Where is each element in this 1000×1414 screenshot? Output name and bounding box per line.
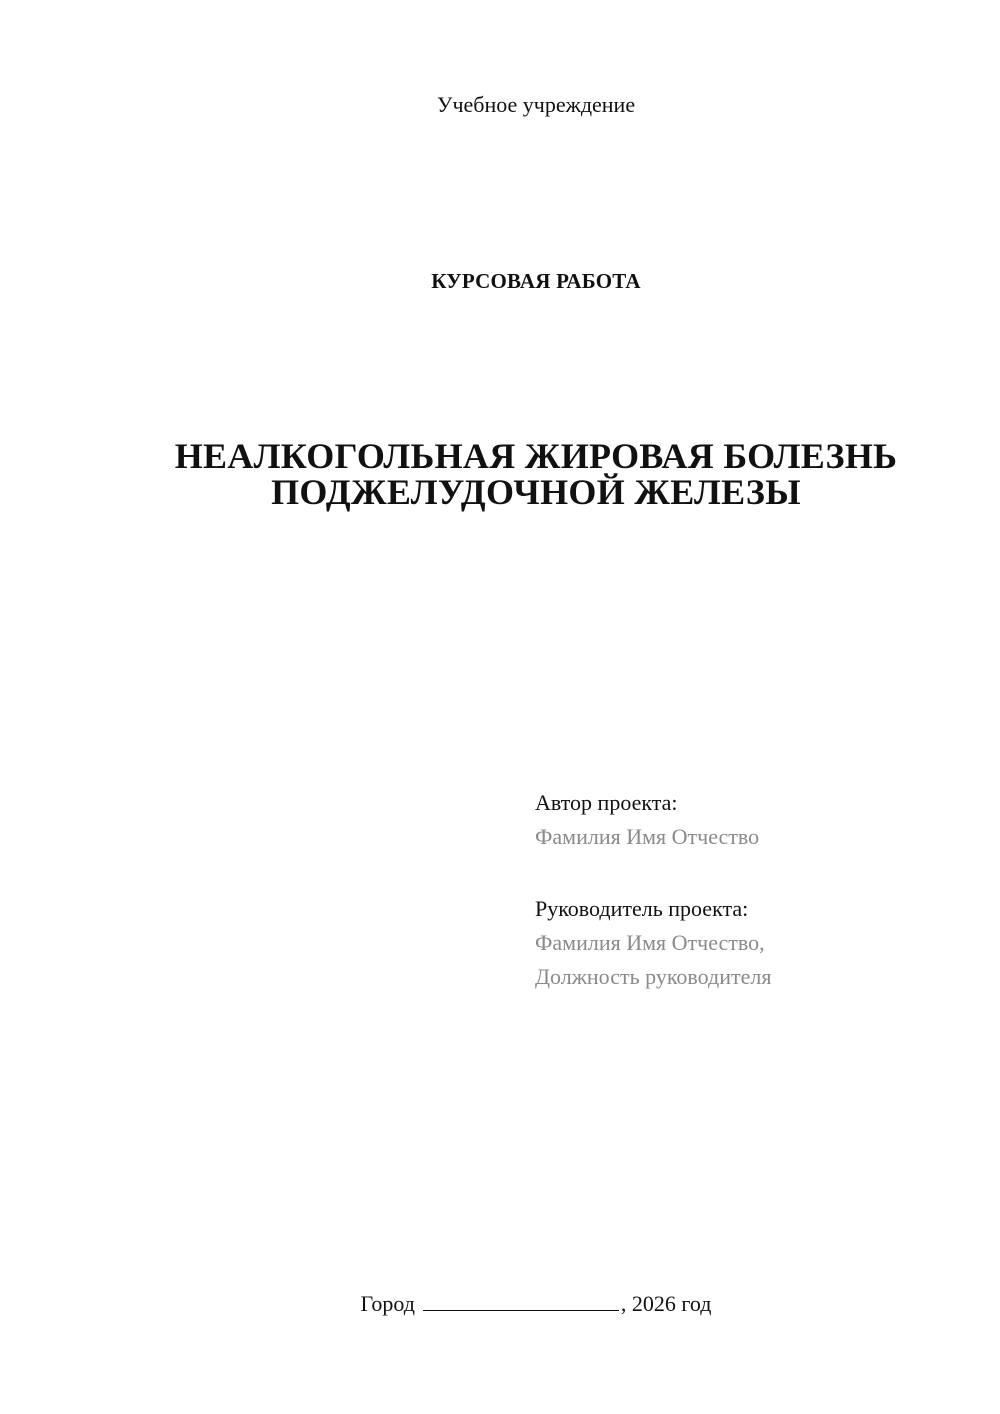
author-label: Автор проекта:	[535, 790, 678, 815]
supervisor-name-placeholder: Фамилия Имя Отчество,	[535, 930, 765, 955]
supervisor-position-placeholder: Должность руководителя	[535, 964, 772, 989]
year-text: , 2026 год	[620, 1291, 712, 1316]
city-blank-line	[423, 1290, 619, 1311]
footer-city-year	[0, 1290, 1000, 1317]
city-label: Город	[360, 1291, 415, 1316]
document-title-line-2: ПОДЖЕЛУДОЧНОЙ ЖЕЛЕЗЫ	[271, 472, 801, 512]
author-block	[535, 786, 975, 854]
document-title-line-1: НЕАЛКОГОЛЬНАЯ ЖИРОВАЯ БОЛЕЗНЬ	[174, 436, 898, 476]
author-name-placeholder: Фамилия Имя Отчество	[535, 824, 760, 849]
institution-name: Учебное учреждение	[436, 92, 636, 117]
work-type-heading: КУРСОВАЯ РАБОТА	[431, 269, 641, 293]
supervisor-label: Руководитель проекта:	[535, 896, 749, 921]
document-title	[72, 438, 1000, 510]
supervisor-block	[535, 892, 975, 994]
